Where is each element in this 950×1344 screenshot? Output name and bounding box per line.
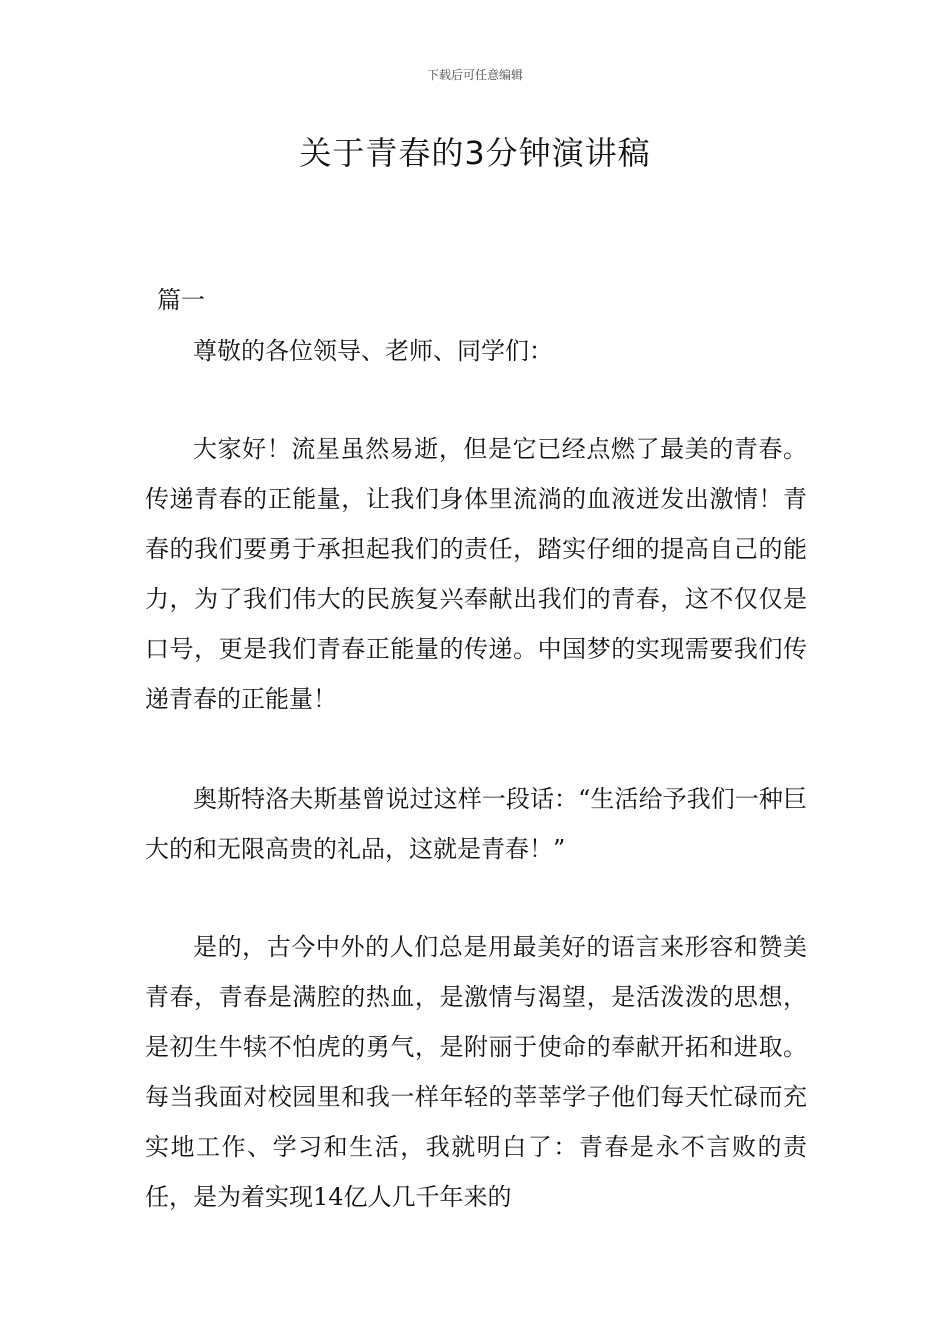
header-note: 下载后可任意编辑 [426, 68, 523, 82]
paragraph-3: 是的，古今中外的人们总是用最美好的语言来形容和赞美青春，青春是满腔的热血，是激情与渴望，是活泼泼的思想，是初生牛犊不怕虎的勇气，是附丽于使命的奉献开拓和进取。每当我面对校园里和我一样年轻的莘莘学子他们每天忙碌而充实地工作、学习和生活，我就明白了：青春是永不言败的责任，是为着实现14亿人几千年来的 [145, 933, 807, 1211]
paragraph-1: 大家好！流星虽然易逝，但是它已经点燃了最美的青春。传递青春的正能量，让我们身体里流淌的血液迸发出激情！青春的我们要勇于承担起我们的责任，踏实仔细的提高自己的能力，为了我们伟大的民族复兴奉献出我们的青春，这不仅仅是口号，更是我们青春正能量的传递。中国梦的实现需要我们传递青春的正能量！ [145, 435, 807, 713]
document-title: 关于青春的3分钟演讲稿 [299, 134, 651, 172]
greeting-line: 尊敬的各位领导、老师、同学们： [193, 337, 553, 365]
section-label: 篇一 [157, 286, 205, 314]
paragraph-2: 奥斯特洛夫斯基曾说过这样一段话：“生活给予我们一种巨大的和无限高贵的礼品，这就是青春！” [145, 785, 807, 863]
